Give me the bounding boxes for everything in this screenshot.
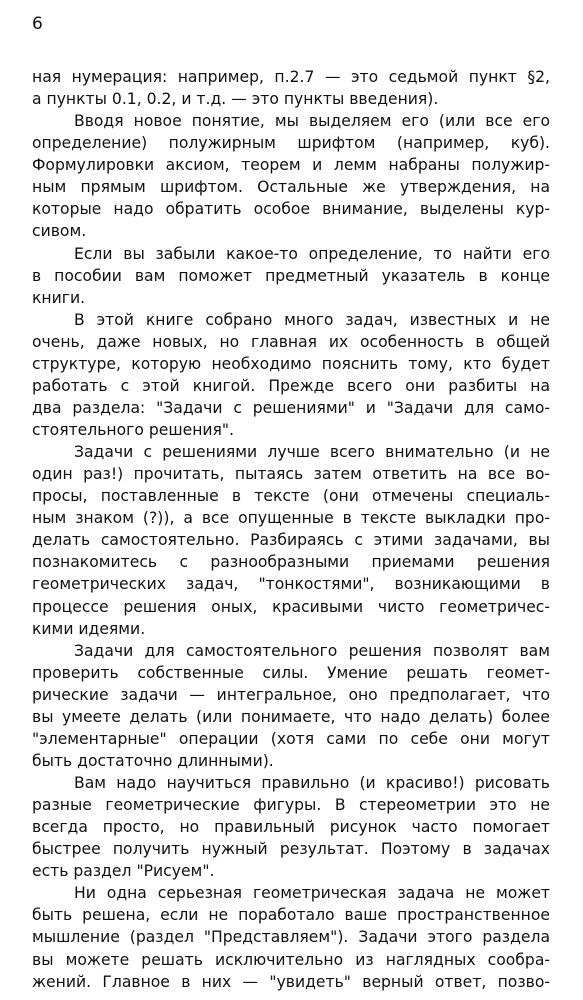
text-line: мышление (раздел "Представляем"). Задачи этого раздела xyxy=(32,928,550,947)
text-line: Если вы забыли какое-то определение, то найти его xyxy=(74,244,550,263)
text-line: познакомитесь с разнообразными приемами решения xyxy=(32,553,550,572)
text-line: ная нумерация: например, п.2.7 — это седьмой пункт §2, xyxy=(32,68,550,86)
text-line: один раз!) прочитать, пытаясь затем ответить на все во- xyxy=(32,465,550,484)
text-line: есть раздел "Рисуем". xyxy=(32,862,215,881)
text-line: вы можете решать исключительно из наглядных сообра- xyxy=(32,950,550,969)
text-line: жений. Главное в них — "увидеть" верный ответ, позво- xyxy=(32,972,550,991)
text-line: стоятельного решения". xyxy=(32,421,235,439)
paragraph xyxy=(32,441,550,640)
text-line: Задачи с решениями лучше всего внимательно (и не xyxy=(74,443,550,462)
paragraph xyxy=(32,66,550,110)
text-line: Ни одна серьезная геометрическая задача не может xyxy=(74,884,550,903)
paragraph xyxy=(32,640,550,772)
text-line: а пункты 0.1, 0.2, и т.д. — это пункты введения). xyxy=(32,90,439,109)
text-line: просы, поставленные в тексте (они отмечены специаль- xyxy=(32,487,550,506)
text-line: два раздела: "Задачи с решениями" и "Задачи для само- xyxy=(32,398,550,417)
text-line: очень, даже новых, но главная их особенность в общей xyxy=(32,332,550,351)
paragraph xyxy=(32,772,550,882)
text-line: разные геометрические фигуры. В стереометрии это не xyxy=(32,796,550,815)
text-line: быстрее получить нужный результат. Поэтому в задачах xyxy=(32,840,550,859)
text-line: вы умеете делать (или понимаете, что надо делать) более xyxy=(32,707,550,726)
text-line: сивом. xyxy=(32,222,87,241)
text-line: Вам надо научиться правильно (и красиво!) рисовать xyxy=(74,774,550,792)
text-line: "элементарные" операции (хотя сами по себе они могут xyxy=(32,729,550,748)
text-line: процессе решения оных, красивыми чисто геометричес- xyxy=(32,597,550,616)
text-line: Формулировки аксиом, теорем и лемм набраны полужир- xyxy=(32,156,550,175)
paragraph xyxy=(32,309,550,441)
page-number: 6 xyxy=(32,14,43,34)
text-line: Вводя новое понятие, мы выделяем его (или все его xyxy=(74,112,550,131)
text-line: быть достаточно длинными). xyxy=(32,751,274,770)
text-line: всегда просто, но правильный рисунок часто помогает xyxy=(32,818,550,837)
text-line: рические задачи — интегральное, оно предполагает, что xyxy=(32,685,550,704)
paragraph xyxy=(32,243,550,309)
text-line: проверить собственные силы. Умение решать геомет- xyxy=(32,663,550,682)
text-line: которые надо обратить особое внимание, выделены кур- xyxy=(32,200,550,219)
text-line: В этой книге собрано много задач, известных и не xyxy=(74,310,550,329)
paragraph xyxy=(32,110,550,242)
text-line: определение) полужирным шрифтом (например, куб). xyxy=(32,134,550,153)
paragraph xyxy=(32,882,550,992)
text-line: в пособии вам поможет предметный указатель в конце xyxy=(32,266,550,285)
text-line: ным прямым шрифтом. Остальные же утверждения, на xyxy=(32,178,550,197)
text-line: структуре, которую необходимо пояснить тому, кто будет xyxy=(32,354,550,373)
text-line: геометрических задач, "тонкостями", возникающими в xyxy=(32,575,550,594)
text-body xyxy=(32,66,550,993)
text-line: книги. xyxy=(32,288,86,307)
text-line: работать с этой книгой. Прежде всего они разбиты на xyxy=(32,376,550,395)
text-line: ным знаком (?)), а все опущенные в тексте выкладки про- xyxy=(32,509,550,528)
text-line: делать самостоятельно. Разбираясь с этими задачами, вы xyxy=(32,531,550,550)
text-line: Задачи для самостоятельного решения позволят вам xyxy=(74,641,550,660)
text-line: быть решена, если не поработало ваше пространственное xyxy=(32,906,550,925)
text-line: кими идеями. xyxy=(32,619,146,638)
